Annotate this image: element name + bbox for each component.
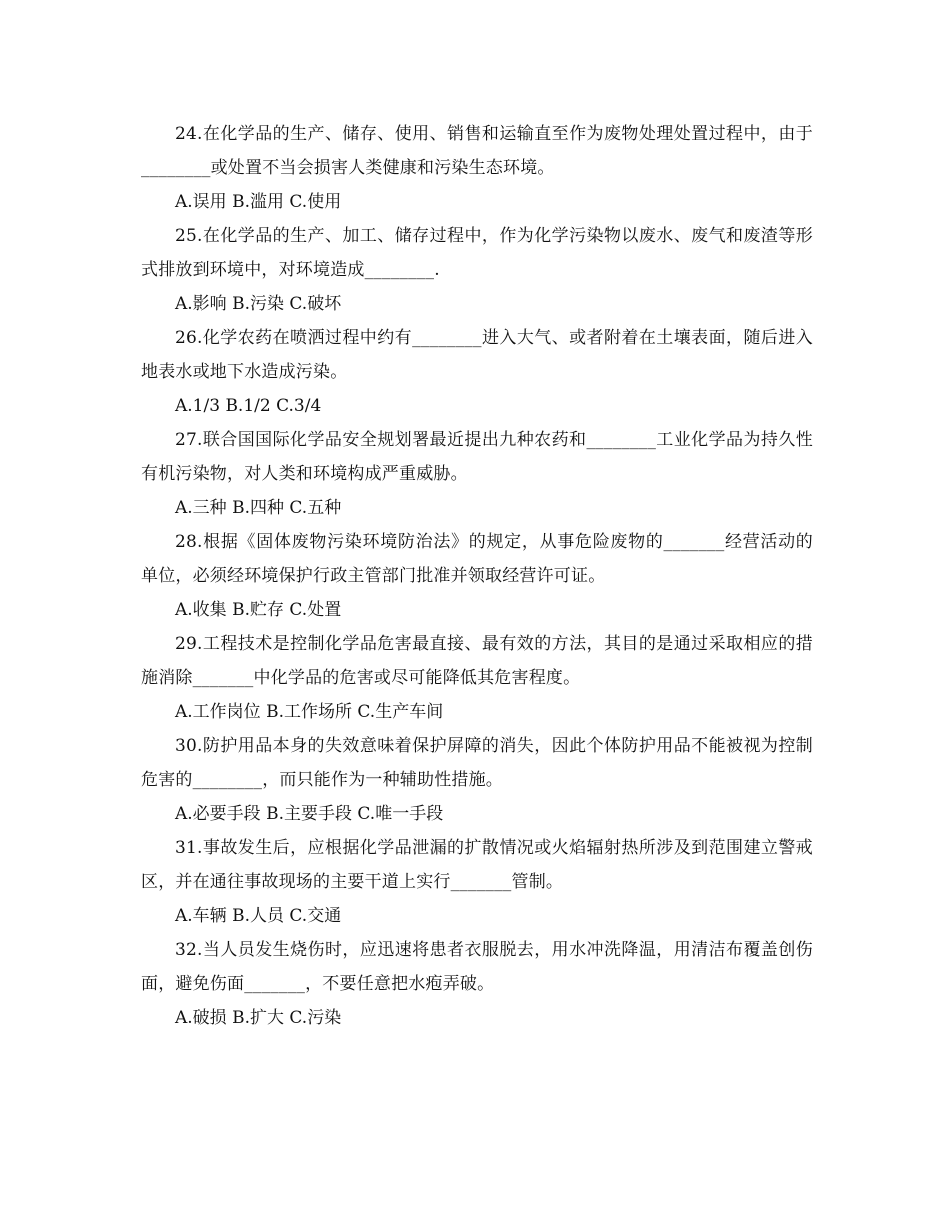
question-options: A.工作岗位 B.工作场所 C.生产车间 [175, 702, 444, 722]
question-stem: 25.在化学品的生产、加工、储存过程中，作为化学污染物以废水、废气和废渣等形式排放到环境中，对环境造成________. [141, 226, 813, 280]
question-30 [141, 729, 813, 831]
question-28 [141, 525, 813, 627]
question-options: A.收集 B.贮存 C.处置 [175, 600, 342, 620]
question-31 [141, 831, 813, 933]
question-stem: 27.联合国国际化学品安全规划署最近提出九种农药和________工业化学品为持久性有机污染物，对人类和环境构成严重威胁。 [141, 430, 813, 484]
question-stem: 32.当人员发生烧伤时，应迅速将患者衣服脱去，用水冲洗降温，用清洁布覆盖创伤面，避免伤面_______，不要任意把水疱弄破。 [141, 940, 813, 994]
question-stem: 28.根据《固体废物污染环境防治法》的规定，从事危险废物的_______经营活动的单位，必须经环境保护行政主管部门批准并领取经营许可证。 [141, 532, 813, 586]
question-options: A.三种 B.四种 C.五种 [175, 498, 342, 518]
question-options: A.误用 B.滥用 C.使用 [175, 192, 342, 212]
question-stem: 30.防护用品本身的失效意味着保护屏障的消失，因此个体防护用品不能被视为控制危害的________，而只能作为一种辅助性措施。 [141, 736, 813, 790]
question-options: A.必要手段 B.主要手段 C.唯一手段 [175, 804, 444, 824]
question-stem: 24.在化学品的生产、储存、使用、销售和运输直至作为废物处理处置过程中，由于________或处置不当会损害人类健康和污染生态环境。 [141, 124, 813, 178]
question-29 [141, 627, 813, 729]
question-stem: 26.化学农药在喷洒过程中约有________进入大气、或者附着在土壤表面，随后进入地表水或地下水造成污染。 [141, 328, 813, 382]
question-stem: 31.事故发生后，应根据化学品泄漏的扩散情况或火焰辐射热所涉及到范围建立警戒区，并在通往事故现场的主要干道上实行_______管制。 [141, 838, 813, 892]
question-list [141, 117, 813, 1035]
question-options: A.车辆 B.人员 C.交通 [175, 906, 342, 926]
question-26 [141, 321, 813, 423]
question-options: A.影响 B.污染 C.破坏 [175, 294, 342, 314]
question-32 [141, 933, 813, 1035]
question-27 [141, 423, 813, 525]
question-stem: 29.工程技术是控制化学品危害最直接、最有效的方法，其目的是通过采取相应的措施消除_______中化学品的危害或尽可能降低其危害程度。 [141, 634, 813, 688]
question-24 [141, 117, 813, 219]
question-25 [141, 219, 813, 321]
question-options: A.破损 B.扩大 C.污染 [175, 1008, 342, 1028]
question-options: A.1/3 B.1/2 C.3/4 [175, 396, 322, 416]
